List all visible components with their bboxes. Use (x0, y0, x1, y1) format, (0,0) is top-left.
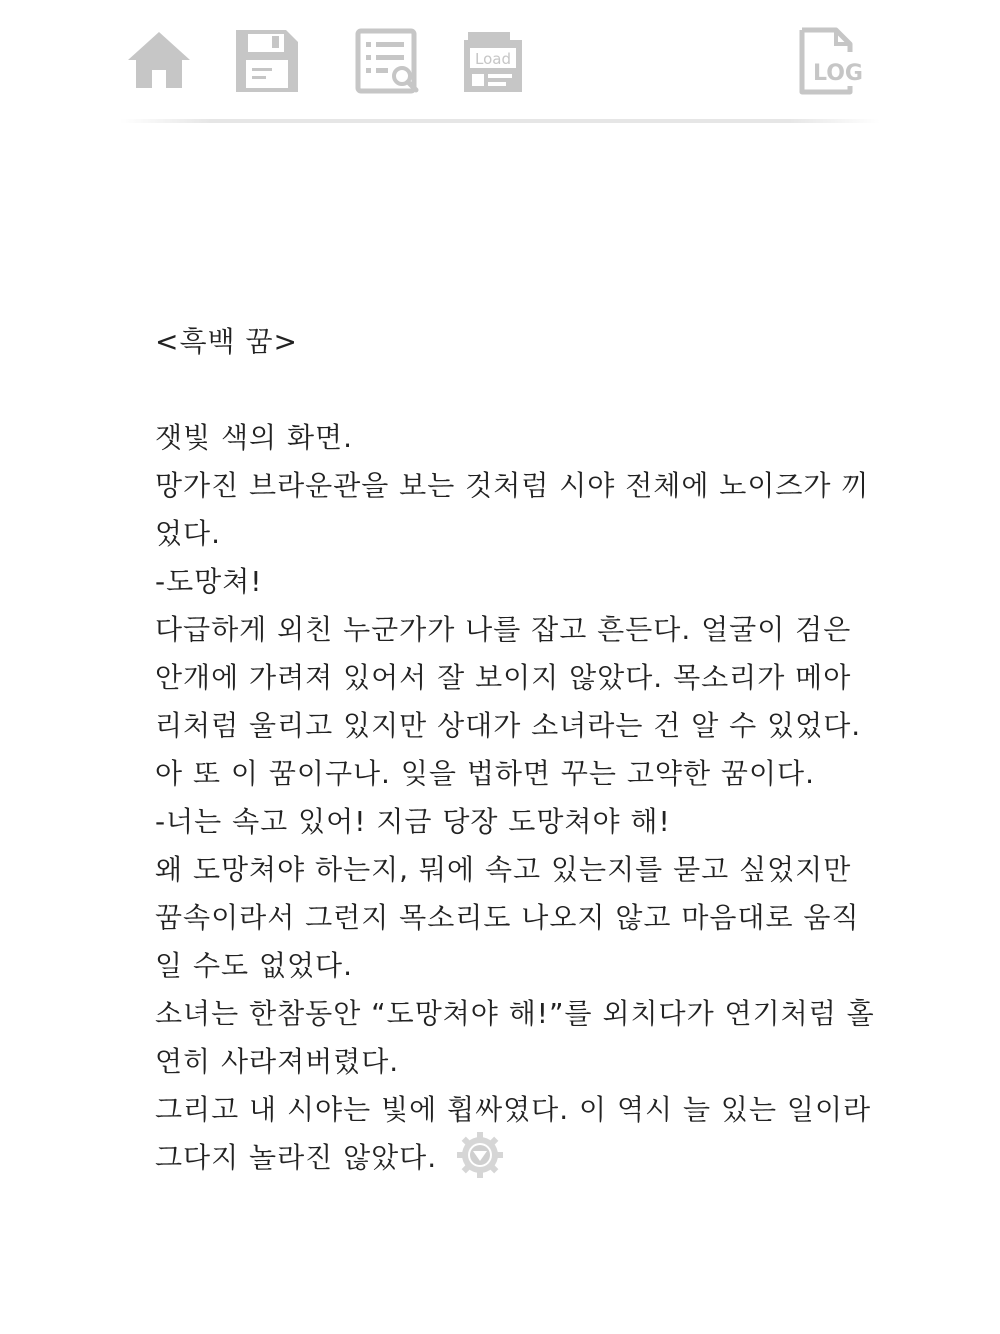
story-line-text: 그다지 놀라진 않았다. (155, 1141, 438, 1174)
story-text[interactable] (155, 318, 875, 1182)
log-button[interactable] (796, 26, 866, 96)
svg-text:Load: Load (475, 50, 511, 68)
load-button[interactable] (458, 26, 528, 96)
svg-text:LOG: LOG (813, 61, 863, 86)
save-button[interactable] (232, 26, 302, 96)
story-line-last (155, 1134, 875, 1182)
story-line: 일 수도 없었다. (155, 949, 353, 982)
story-line: 소녀는 한참동안 “도망쳐야 해!”를 외치다가 연기처럼 홀 (155, 997, 875, 1030)
story-line: 었다. (155, 517, 221, 550)
floppy-disk-icon (232, 26, 302, 96)
story-line: 안개에 가려져 있어서 잘 보이지 않았다. 목소리가 메아 (155, 661, 852, 694)
toolbar-divider (120, 119, 880, 123)
story-line: 그리고 내 시야는 빛에 휩싸였다. 이 역시 늘 있는 일이라 (155, 1093, 872, 1126)
list-search-icon (352, 26, 422, 96)
load-icon (458, 26, 528, 96)
search-button[interactable] (352, 26, 422, 96)
story-line: 꿈속이라서 그런지 목소리도 나오지 않고 마음대로 움직 (155, 901, 860, 934)
gear-down-arrow-icon (455, 1130, 505, 1180)
story-line: 연히 사라져버렸다. (155, 1045, 400, 1078)
home-icon (124, 26, 194, 96)
next-page-indicator[interactable] (455, 1130, 505, 1180)
story-line: 리처럼 울리고 있지만 상대가 소녀라는 건 알 수 있었다. (155, 709, 862, 742)
log-icon (796, 26, 866, 96)
home-button[interactable] (124, 26, 194, 96)
story-line: 망가진 브라운관을 보는 것처럼 시야 전체에 노이즈가 끼 (155, 469, 870, 502)
story-line: -너는 속고 있어! 지금 당장 도망쳐야 해! (155, 805, 671, 838)
spacer (155, 366, 875, 414)
story-line: 왜 도망쳐야 하는지, 뭐에 속고 있는지를 묻고 싶었지만 (155, 853, 852, 886)
story-line: 잿빛 색의 화면. (155, 421, 353, 454)
story-line: 다급하게 외친 누군가가 나를 잡고 흔든다. 얼굴이 검은 (155, 613, 852, 646)
story-line: -도망쳐! (155, 565, 263, 598)
chapter-title: <흑백 꿈> (155, 325, 298, 358)
story-line: 아 또 이 꿈이구나. 잊을 법하면 꾸는 고약한 꿈이다. (155, 757, 815, 790)
toolbar (0, 0, 1000, 125)
